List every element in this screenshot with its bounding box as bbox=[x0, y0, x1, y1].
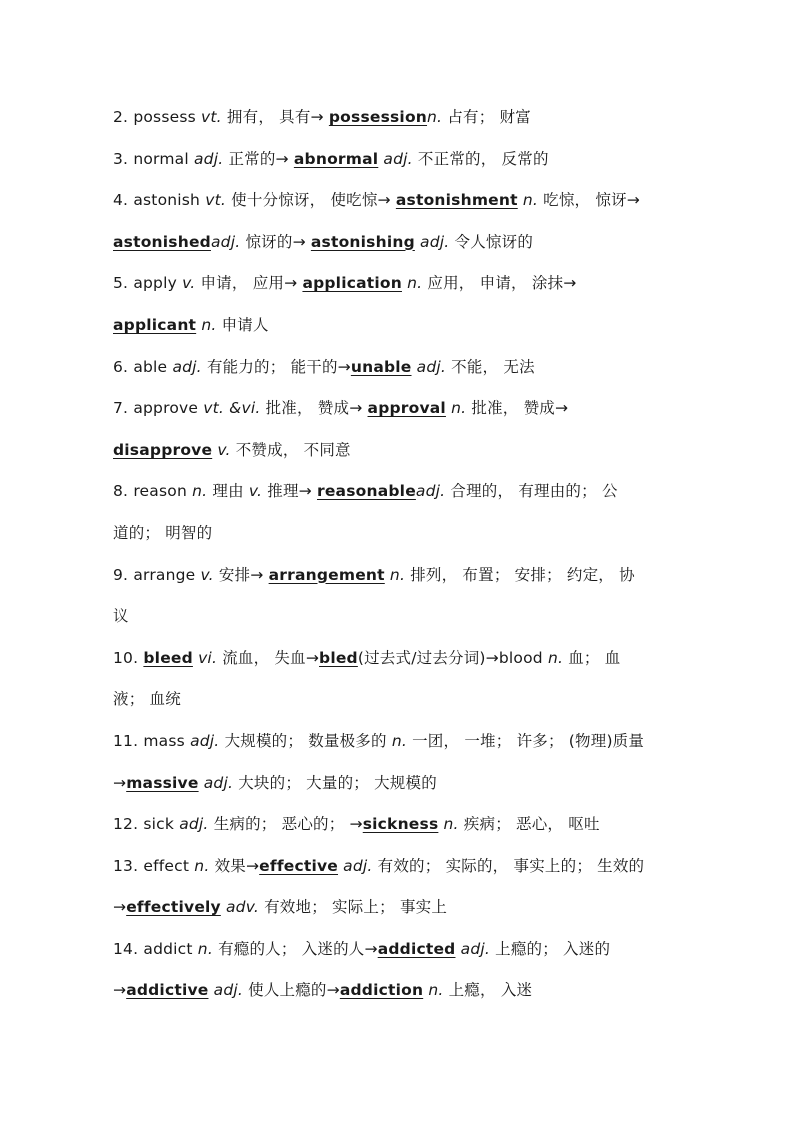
part-of-speech: vt. bbox=[205, 191, 226, 210]
text-segment: 有能力的； 能干的→ bbox=[201, 357, 351, 376]
text-segment: 道的； 明智的 bbox=[113, 523, 213, 542]
vocab-line bbox=[113, 139, 683, 181]
text-segment: 14. addict bbox=[113, 939, 198, 958]
text-segment: → bbox=[113, 981, 127, 1000]
text-segment: 合理的， 有理由的； 公 bbox=[445, 482, 618, 501]
text-segment: 批准， 赞成→ bbox=[260, 399, 368, 418]
part-of-speech: n. bbox=[194, 856, 210, 875]
vocabulary-list bbox=[113, 97, 683, 1012]
text-segment: 批准， 赞成→ bbox=[466, 399, 569, 418]
derived-word: applicant bbox=[113, 315, 197, 334]
derived-word: bleed bbox=[143, 648, 193, 667]
part-of-speech: adj. bbox=[460, 939, 490, 958]
text-segment: 申请人 bbox=[216, 315, 269, 334]
text-segment: 吃惊， 惊讶→ bbox=[538, 191, 640, 210]
vocab-line bbox=[113, 846, 683, 888]
text-segment: 排列， 布置； 安排； 约定， 协 bbox=[405, 565, 635, 584]
derived-word: abnormal bbox=[293, 149, 379, 168]
text-segment: 议 bbox=[113, 607, 129, 626]
part-of-speech: vi. bbox=[198, 648, 218, 667]
text-segment: 生病的； 恶心的； → bbox=[208, 815, 363, 834]
text-segment: 理由 bbox=[207, 482, 249, 501]
part-of-speech: n. bbox=[389, 565, 406, 584]
text-segment: 10. bbox=[113, 648, 144, 667]
text-segment: 拥有， 具有→ bbox=[221, 108, 329, 126]
vocab-line bbox=[113, 804, 683, 846]
derived-word: application bbox=[302, 274, 402, 293]
derived-word: unable bbox=[350, 357, 412, 376]
text-segment: 有瘾的人； 入迷的人→ bbox=[212, 939, 378, 958]
derived-word: arrangement bbox=[268, 565, 385, 584]
part-of-speech: adj. bbox=[210, 232, 241, 251]
text-segment: 一团， 一堆； 许多； (物理)质量 bbox=[406, 731, 645, 750]
part-of-speech: adj. bbox=[420, 232, 450, 251]
text-segment: 使人上瘾的→ bbox=[243, 981, 340, 1000]
text-segment: 5. apply bbox=[113, 274, 183, 293]
text-segment: 8. reason bbox=[113, 482, 193, 501]
part-of-speech: n. bbox=[522, 191, 539, 210]
text-segment: 液； 血统 bbox=[113, 690, 181, 709]
text-segment: 使十分惊讶， 使吃惊→ bbox=[226, 191, 396, 210]
text-segment: 疾病； 恶心， 呕吐 bbox=[458, 815, 600, 834]
text-segment: 4. astonish bbox=[113, 191, 206, 210]
derived-word: addiction bbox=[339, 981, 424, 1000]
derived-word: addictive bbox=[126, 981, 209, 1000]
text-segment: 有效地； 实际上； 事实上 bbox=[258, 898, 448, 917]
derived-word: reasonable bbox=[317, 482, 416, 501]
part-of-speech: adj. bbox=[416, 357, 447, 376]
derived-word: sickness bbox=[362, 815, 439, 834]
text-segment: 惊讶的→ bbox=[240, 232, 311, 251]
text-segment: → bbox=[113, 773, 127, 792]
text-segment: 不赞成， 不同意 bbox=[230, 440, 351, 459]
vocab-line bbox=[113, 763, 683, 805]
part-of-speech: n. bbox=[443, 815, 459, 834]
derived-word: astonishing bbox=[310, 232, 415, 251]
text-segment: 2. possess bbox=[113, 108, 202, 126]
part-of-speech: adv. bbox=[225, 898, 259, 917]
text-segment: 6. able bbox=[113, 357, 173, 376]
vocab-line bbox=[113, 596, 683, 638]
text-segment: 上瘾的； 入迷的 bbox=[490, 939, 611, 958]
vocab-line bbox=[113, 430, 683, 472]
text-segment: 正常的→ bbox=[223, 149, 294, 168]
vocab-line bbox=[113, 305, 683, 347]
vocab-line bbox=[113, 222, 683, 264]
part-of-speech: n. bbox=[451, 399, 467, 418]
text-segment: 不正常的， 反常的 bbox=[412, 149, 549, 168]
part-of-speech: n. bbox=[547, 648, 564, 667]
text-segment: 12. sick bbox=[113, 815, 180, 834]
vocab-line bbox=[113, 471, 683, 513]
part-of-speech: n. bbox=[197, 939, 213, 958]
part-of-speech: adj. bbox=[415, 482, 446, 501]
text-segment: 11. mass bbox=[113, 731, 191, 750]
vocab-line bbox=[113, 929, 683, 971]
part-of-speech: adj. bbox=[383, 149, 413, 168]
vocab-line bbox=[113, 638, 683, 680]
part-of-speech: adj. bbox=[179, 815, 209, 834]
part-of-speech: n. bbox=[201, 315, 217, 334]
part-of-speech: v. bbox=[217, 440, 231, 459]
derived-word: astonished bbox=[113, 232, 211, 251]
vocab-line bbox=[113, 347, 683, 389]
vocab-line bbox=[113, 970, 683, 1012]
vocab-line bbox=[113, 180, 683, 222]
derived-word: massive bbox=[126, 773, 199, 792]
text-segment: 安排→ bbox=[213, 565, 269, 584]
text-segment: 应用， 申请， 涂抹→ bbox=[422, 274, 577, 293]
part-of-speech: n. bbox=[428, 981, 444, 1000]
text-segment: 大块的； 大量的； 大规模的 bbox=[233, 773, 437, 792]
part-of-speech: adj. bbox=[172, 357, 202, 376]
part-of-speech: adj. bbox=[203, 773, 234, 792]
text-segment: 不能， 无法 bbox=[446, 357, 535, 376]
text-segment: (过去式/过去分词)→blood bbox=[357, 648, 548, 667]
derived-word: bled bbox=[319, 648, 358, 667]
part-of-speech: n. bbox=[427, 108, 443, 126]
text-segment: 血； 血 bbox=[563, 648, 621, 667]
part-of-speech: v. bbox=[200, 565, 214, 584]
text-segment: 3. normal bbox=[113, 149, 194, 168]
vocab-line bbox=[113, 97, 683, 139]
part-of-speech: adj. bbox=[190, 731, 220, 750]
part-of-speech: vt. bbox=[201, 108, 222, 126]
derived-word: disapprove bbox=[113, 440, 213, 459]
vocab-line bbox=[113, 513, 683, 555]
derived-word: effectively bbox=[126, 898, 221, 917]
derived-word: approval bbox=[367, 399, 446, 418]
vocab-line bbox=[113, 555, 683, 597]
text-segment: 申请， 应用→ bbox=[195, 274, 303, 293]
text-segment: 7. approve bbox=[113, 399, 204, 418]
text-segment: 有效的； 实际的， 事实上的； 生效的 bbox=[372, 856, 645, 875]
part-of-speech: adj. bbox=[213, 981, 243, 1000]
part-of-speech: n. bbox=[407, 274, 423, 293]
text-segment: 流血， 失血→ bbox=[217, 648, 320, 667]
part-of-speech: n. bbox=[192, 482, 208, 501]
vocab-line bbox=[113, 721, 683, 763]
part-of-speech: adj. bbox=[193, 149, 224, 168]
vocab-line bbox=[113, 388, 683, 430]
derived-word: possession bbox=[328, 108, 428, 126]
text-segment: 效果→ bbox=[209, 856, 260, 875]
part-of-speech: adj. bbox=[343, 856, 373, 875]
vocab-line bbox=[113, 263, 683, 305]
text-segment: 9. arrange bbox=[113, 565, 201, 584]
text-segment: → bbox=[113, 898, 127, 917]
vocab-line bbox=[113, 679, 683, 721]
derived-word: effective bbox=[259, 856, 339, 875]
text-segment: 大规模的； 数量极多的 bbox=[219, 731, 392, 750]
text-segment: 令人惊讶的 bbox=[449, 232, 534, 251]
vocab-line bbox=[113, 887, 683, 929]
part-of-speech: v. bbox=[182, 274, 196, 293]
derived-word: astonishment bbox=[395, 191, 518, 210]
part-of-speech: n. bbox=[391, 731, 407, 750]
text-segment: 推理→ bbox=[262, 482, 317, 501]
part-of-speech: v. bbox=[248, 482, 263, 501]
derived-word: addicted bbox=[377, 939, 456, 958]
text-segment: 上瘾， 入迷 bbox=[443, 981, 533, 1000]
text-segment: 占有； 财富 bbox=[442, 108, 531, 126]
part-of-speech: vt. &vi. bbox=[203, 399, 261, 418]
text-segment: 13. effect bbox=[113, 856, 195, 875]
